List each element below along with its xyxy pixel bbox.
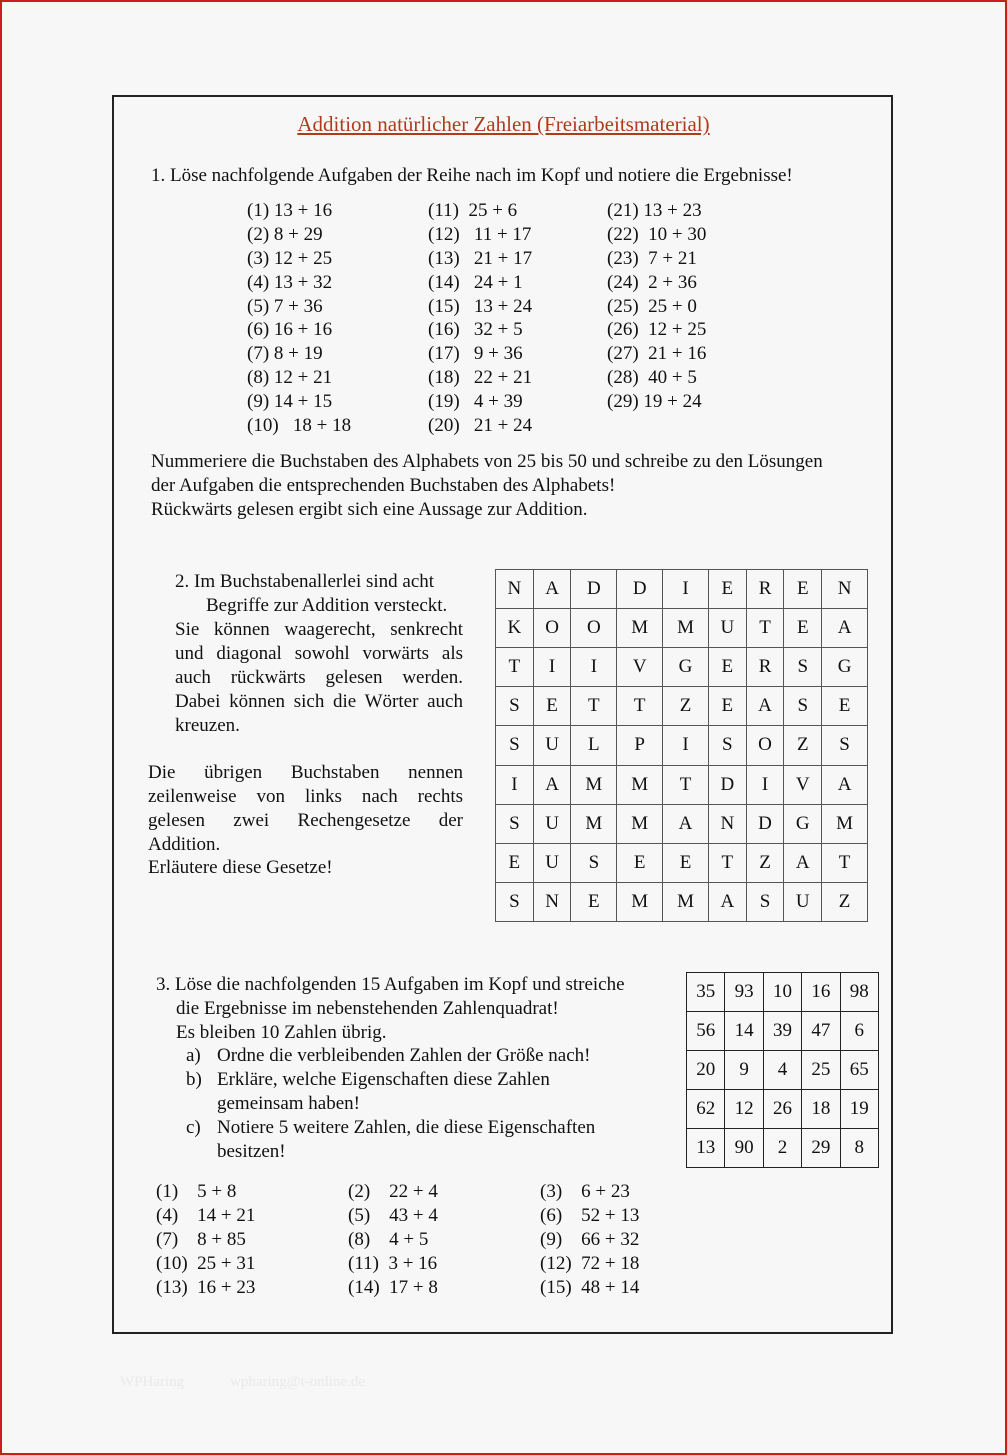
letter-cell: I (663, 726, 709, 765)
task3-b-label: b) (186, 1069, 202, 1090)
letter-cell: Z (784, 726, 822, 765)
letter-cell: G (822, 648, 868, 687)
letter-cell: A (708, 882, 746, 921)
letter-cell: M (617, 609, 663, 648)
number-cell: 19 (840, 1090, 878, 1129)
task2-paragraph-3: Erläutere diese Gesetze! (148, 857, 333, 878)
task3-intro-line-3: Es bleiben 10 Zahlen übrig. (176, 1022, 387, 1043)
list-item: (11) 25 + 6 (428, 200, 518, 221)
letter-cell: N (496, 570, 534, 609)
letter-cell: A (533, 765, 571, 804)
task1-column-1 (247, 199, 351, 438)
task3-c-label: c) (186, 1117, 201, 1138)
footer-author: WPHaring (120, 1374, 185, 1390)
letter-cell: L (571, 726, 617, 765)
grid-row (687, 1129, 879, 1168)
list-item: (17) 9 + 36 (428, 343, 523, 365)
number-cell: 8 (840, 1129, 878, 1168)
letter-cell: O (533, 609, 571, 648)
letter-cell: A (746, 687, 784, 726)
task2-line-1: 2. Im Buchstabenallerlei sind acht (175, 571, 435, 592)
number-cell: 2 (763, 1129, 801, 1168)
letter-cell: O (571, 609, 617, 648)
number-cell: 62 (687, 1090, 725, 1129)
list-item: (13) 21 + 17 (428, 247, 533, 269)
list-item: Nummeriere die Buchstaben des Alphabets von 25 bis 50 und schreibe zu den Lösungen (151, 451, 823, 472)
list-item: (18) 22 + 21 (428, 367, 533, 389)
letter-cell: N (533, 882, 571, 921)
task3-column-3 (540, 1180, 639, 1299)
letter-cell: T (746, 609, 784, 648)
letter-cell: E (496, 843, 534, 882)
letter-cell: R (746, 648, 784, 687)
list-item: (3) 12 + 25 (247, 247, 333, 269)
list-item: (12) 11 + 17 (428, 223, 532, 245)
number-cell: 12 (725, 1090, 763, 1129)
letter-cell: V (784, 765, 822, 804)
task1-column-3 (607, 199, 706, 414)
letter-cell: D (708, 765, 746, 804)
list-item: (5) 43 + 4 (348, 1204, 438, 1226)
list-item: (15) 13 + 24 (428, 295, 533, 317)
worksheet-title: Addition natürlicher Zahlen (Freiarbeitsmaterial) (297, 112, 710, 136)
task3-b-text-1: Erkläre, welche Eigenschaften diese Zahlen (217, 1069, 550, 1090)
letter-cell: M (617, 765, 663, 804)
letter-cell: T (571, 687, 617, 726)
footer-email: wpharing@t-online.de (230, 1374, 366, 1390)
list-item: Rückwärts gelesen ergibt sich eine Aussage zur Addition. (151, 499, 588, 520)
number-cell: 4 (763, 1051, 801, 1090)
letter-cell: D (746, 804, 784, 843)
list-item: (3) 6 + 23 (540, 1181, 630, 1202)
letter-cell: E (784, 570, 822, 609)
number-cell: 16 (802, 973, 840, 1012)
letter-grid (495, 569, 868, 922)
list-item: (8) 4 + 5 (348, 1228, 429, 1250)
grid-row (496, 882, 868, 921)
letter-cell: R (746, 570, 784, 609)
letter-cell: T (496, 648, 534, 687)
number-cell: 9 (725, 1051, 763, 1090)
grid-row (496, 765, 868, 804)
list-item: (25) 25 + 0 (607, 295, 697, 317)
list-item: (8) 12 + 21 (247, 367, 333, 389)
list-item: (23) 7 + 21 (607, 247, 697, 269)
letter-cell: E (617, 843, 663, 882)
letter-cell: S (784, 648, 822, 687)
letter-cell: S (496, 804, 534, 843)
letter-cell: O (746, 726, 784, 765)
letter-cell: D (571, 570, 617, 609)
grid-row (496, 804, 868, 843)
list-item: (22) 10 + 30 (607, 223, 707, 245)
list-item: (28) 40 + 5 (607, 367, 697, 389)
task1-column-2 (428, 199, 532, 438)
list-item: (20) 21 + 24 (428, 415, 533, 437)
task3-b-text-2: gemeinsam haben! (217, 1093, 360, 1114)
list-item: (10) 18 + 18 (247, 415, 352, 437)
list-item: (6) 16 + 16 (247, 319, 333, 341)
letter-cell: A (663, 804, 709, 843)
letter-cell: A (784, 843, 822, 882)
list-item: der Aufgaben die entsprechenden Buchstaben des Alphabets! (151, 475, 616, 496)
task3-intro (156, 973, 625, 1045)
list-item: (19) 4 + 39 (428, 391, 523, 413)
letter-cell: U (533, 804, 571, 843)
letter-cell: T (617, 687, 663, 726)
task2-paragraph-1: Sie können waagerecht, senkrecht und diagonal sowohl vorwärts als auch rückwärts gelesen werden. Dabei können sich die Wörter auch kreuzen. (175, 619, 463, 736)
list-item: (13) 16 + 23 (156, 1276, 256, 1298)
letter-cell: I (496, 765, 534, 804)
list-item: (9) 14 + 15 (247, 391, 333, 413)
letter-cell: N (822, 570, 868, 609)
letter-cell: S (784, 687, 822, 726)
letter-cell: Z (663, 687, 709, 726)
letter-cell: K (496, 609, 534, 648)
task3-intro-line-1: 3. Löse die nachfolgenden 15 Aufgaben im Kopf und streiche (156, 974, 625, 995)
letter-cell: E (663, 843, 709, 882)
list-item: (15) 48 + 14 (540, 1276, 640, 1298)
letter-cell: M (663, 882, 709, 921)
list-item: (2) 8 + 29 (247, 223, 323, 245)
letter-cell: I (746, 765, 784, 804)
letter-cell: T (822, 843, 868, 882)
list-item: (26) 12 + 25 (607, 319, 707, 341)
letter-cell: S (496, 687, 534, 726)
list-item: (27) 21 + 16 (607, 343, 707, 365)
list-item: (16) 32 + 5 (428, 319, 523, 341)
number-cell: 18 (802, 1090, 840, 1129)
list-item: (6) 52 + 13 (540, 1204, 640, 1226)
letter-cell: U (708, 609, 746, 648)
number-cell: 29 (802, 1129, 840, 1168)
list-item: (4) 14 + 21 (156, 1204, 256, 1226)
task3-a-label: a) (186, 1045, 201, 1066)
task3-c-text-2: besitzen! (217, 1141, 286, 1162)
task2-line-2: Begriffe zur Addition versteckt. (206, 595, 448, 616)
letter-cell: M (663, 609, 709, 648)
list-item: (5) 7 + 36 (247, 295, 323, 317)
task1-instruction (151, 450, 823, 522)
number-cell: 14 (725, 1012, 763, 1051)
letter-cell: E (571, 882, 617, 921)
number-cell: 98 (840, 973, 878, 1012)
letter-cell: T (708, 843, 746, 882)
letter-cell: U (533, 726, 571, 765)
letter-cell: S (708, 726, 746, 765)
list-item: (29) 19 + 24 (607, 391, 702, 413)
grid-row (496, 726, 868, 765)
number-cell: 47 (802, 1012, 840, 1051)
list-item: (10) 25 + 31 (156, 1252, 256, 1274)
letter-cell: Z (822, 882, 868, 921)
number-cell: 20 (687, 1051, 725, 1090)
letter-cell: A (822, 765, 868, 804)
task3-c-text-1: Notiere 5 weitere Zahlen, die diese Eigenschaften (217, 1117, 596, 1138)
grid-row (496, 843, 868, 882)
letter-cell: M (822, 804, 868, 843)
list-item: (14) 24 + 1 (428, 271, 523, 293)
grid-row (687, 973, 879, 1012)
list-item: (11) 3 + 16 (348, 1252, 438, 1274)
number-cell: 6 (840, 1012, 878, 1051)
number-cell: 25 (802, 1051, 840, 1090)
letter-cell: S (822, 726, 868, 765)
number-cell: 65 (840, 1051, 878, 1090)
letter-cell: E (822, 687, 868, 726)
number-square (686, 972, 879, 1168)
list-item: (1) 5 + 8 (156, 1181, 237, 1202)
letter-cell: T (663, 765, 709, 804)
letter-cell: U (784, 882, 822, 921)
task3-a-text: Ordne die verbleibenden Zahlen der Größe nach! (217, 1045, 591, 1066)
letter-cell: M (571, 804, 617, 843)
task3-column-2 (348, 1180, 438, 1299)
grid-row (687, 1012, 879, 1051)
letter-cell: I (571, 648, 617, 687)
list-item: (4) 13 + 32 (247, 271, 333, 293)
number-cell: 93 (725, 973, 763, 1012)
grid-row (496, 570, 868, 609)
list-item: (7) 8 + 85 (156, 1228, 246, 1250)
list-item: (14) 17 + 8 (348, 1276, 438, 1298)
list-item: (9) 66 + 32 (540, 1228, 640, 1250)
letter-cell: G (663, 648, 709, 687)
list-item: (21) 13 + 23 (607, 200, 702, 221)
list-item: (7) 8 + 19 (247, 343, 323, 365)
number-cell: 39 (763, 1012, 801, 1051)
grid-row (687, 1051, 879, 1090)
letter-cell: E (708, 648, 746, 687)
grid-row (496, 687, 868, 726)
letter-cell: A (822, 609, 868, 648)
task1-heading: 1. Löse nachfolgende Aufgaben der Reihe nach im Kopf und notiere die Ergebnisse! (151, 165, 793, 186)
task2-paragraph-2: Die übrigen Buchstaben nennen zeilenweise von links nach rechts gelesen zwei Rechengesetze der Addition. (148, 762, 463, 855)
letter-cell: M (617, 804, 663, 843)
grid-row (496, 609, 868, 648)
letter-cell: D (617, 570, 663, 609)
number-cell: 56 (687, 1012, 725, 1051)
task3-intro-line-2: die Ergebnisse im nebenstehenden Zahlenquadrat! (176, 998, 559, 1019)
letter-cell: E (533, 687, 571, 726)
list-item: (24) 2 + 36 (607, 271, 697, 293)
letter-cell: S (571, 843, 617, 882)
letter-cell: N (708, 804, 746, 843)
letter-cell: S (496, 726, 534, 765)
letter-cell: G (784, 804, 822, 843)
letter-cell: I (663, 570, 709, 609)
grid-row (496, 648, 868, 687)
number-cell: 13 (687, 1129, 725, 1168)
letter-cell: V (617, 648, 663, 687)
letter-cell: E (708, 687, 746, 726)
letter-cell: E (708, 570, 746, 609)
letter-cell: M (571, 765, 617, 804)
number-cell: 10 (763, 973, 801, 1012)
task3-column-1 (156, 1180, 255, 1299)
letter-cell: M (617, 882, 663, 921)
letter-cell: I (533, 648, 571, 687)
grid-row (687, 1090, 879, 1129)
letter-cell: Z (746, 843, 784, 882)
number-cell: 90 (725, 1129, 763, 1168)
letter-cell: A (533, 570, 571, 609)
letter-cell: S (496, 882, 534, 921)
letter-cell: E (784, 609, 822, 648)
list-item: (12) 72 + 18 (540, 1252, 640, 1274)
number-cell: 35 (687, 973, 725, 1012)
letter-cell: P (617, 726, 663, 765)
letter-cell: S (746, 882, 784, 921)
number-cell: 26 (763, 1090, 801, 1129)
list-item: (1) 13 + 16 (247, 200, 333, 221)
list-item: (2) 22 + 4 (348, 1181, 438, 1202)
letter-cell: U (533, 843, 571, 882)
